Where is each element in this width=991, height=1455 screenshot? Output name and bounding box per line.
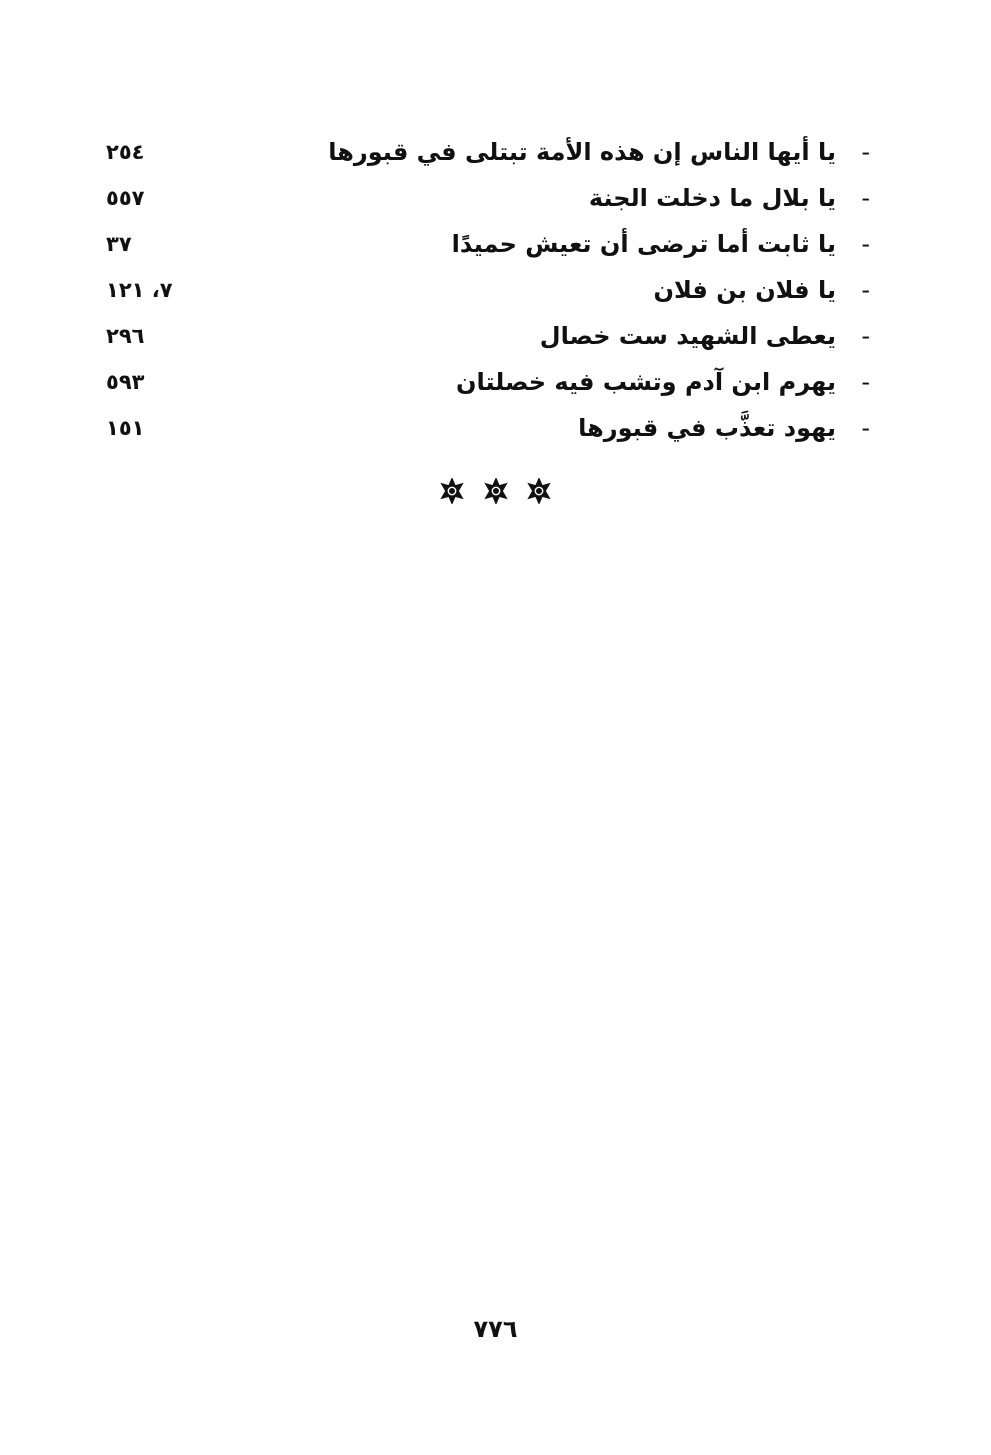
index-entry (100, 224, 870, 270)
index-entry (100, 408, 870, 454)
entry-dash: - (861, 322, 870, 350)
entry-text-wrap (540, 316, 870, 356)
section-end-ornaments (0, 478, 991, 504)
entry-dash: - (861, 276, 870, 304)
entry-hadith: يهرم ابن آدم وتشب فيه خصلتان (456, 368, 836, 396)
page-number: ٧٧٦ (473, 1315, 518, 1343)
ornament-star-icon (526, 478, 552, 504)
entry-page-number: ٥٩٣ (106, 370, 145, 394)
entry-hadith: يا بلال ما دخلت الجنة (588, 184, 836, 212)
entry-dash: - (861, 368, 870, 396)
ornament-star-icon (439, 478, 465, 504)
entry-page-number: ٢٥٤ (106, 140, 145, 164)
entry-text-wrap (578, 408, 870, 448)
ornament-star-icon (483, 478, 509, 504)
entry-text-wrap (589, 178, 870, 218)
entry-page-number: ١٥١ (106, 416, 145, 440)
entry-hadith: يا فلان بن فلان (653, 276, 836, 304)
entry-hadith: يعطى الشهيد ست خصال (539, 322, 836, 350)
entry-hadith: يا أيها الناس إن هذه الأمة تبتلى في قبورها (328, 138, 836, 166)
index-entry (100, 316, 870, 362)
entry-page-number: ٧، ١٢١ (106, 278, 173, 302)
entry-page-number: ٢٩٦ (106, 324, 145, 348)
entry-dash: - (861, 138, 870, 166)
entry-text-wrap (653, 270, 870, 310)
entry-page-number: ٥٥٧ (106, 186, 145, 210)
entry-text-wrap (452, 224, 870, 264)
entry-hadith: يهود تعذَّب في قبورها (578, 414, 836, 442)
index-list (100, 132, 870, 454)
entry-hadith: يا ثابت أما ترضى أن تعيش حميدًا (451, 230, 836, 258)
entry-text-wrap (328, 132, 870, 172)
index-entry (100, 132, 870, 178)
index-entry (100, 362, 870, 408)
index-entry (100, 270, 870, 316)
index-entry (100, 178, 870, 224)
entry-text-wrap (456, 362, 870, 402)
entry-dash: - (861, 184, 870, 212)
entry-page-number: ٣٧ (106, 232, 132, 256)
entry-dash: - (861, 414, 870, 442)
entry-dash: - (861, 230, 870, 258)
